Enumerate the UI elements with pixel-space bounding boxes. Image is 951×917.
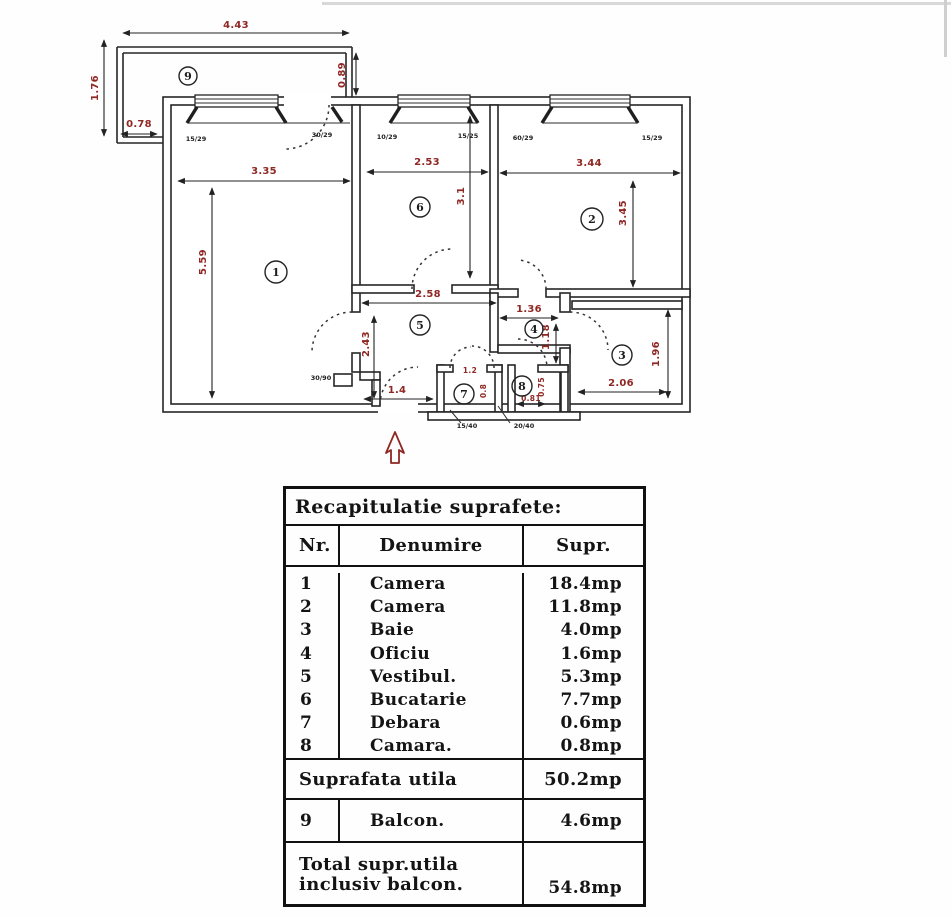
column-nr — [286, 573, 340, 758]
dim-room6-width: 2.53 — [414, 157, 440, 168]
row-supr: 0.6mp — [560, 713, 622, 734]
dim-room1-width: 3.35 — [251, 166, 277, 177]
row-supr: 5.3mp — [560, 666, 622, 687]
wall-mark: 15/40 — [456, 422, 478, 430]
table-header — [286, 526, 643, 567]
row-nr: 6 — [300, 689, 313, 710]
table-title: Recapitulatie suprafete: — [286, 489, 643, 526]
room-number-9: 9 — [184, 70, 192, 83]
total-value: 54.8mp — [548, 878, 622, 898]
row-supr: 18.4mp — [548, 574, 622, 594]
building-outer-walls — [163, 94, 690, 414]
subtotal-row — [286, 760, 643, 800]
row-supr: 0.8mp — [560, 736, 622, 757]
total-row — [286, 843, 643, 907]
total-label-line1: Total supr.utila — [299, 854, 459, 875]
room-number-8: 8 — [518, 380, 526, 393]
total-label — [286, 843, 524, 907]
total-label-line2: inclusiv balcon. — [299, 874, 464, 895]
dim-room8-width: 0.81 — [521, 394, 541, 403]
dim-room5-width: 2.58 — [415, 289, 441, 300]
balcony-nr: 9 — [286, 800, 340, 841]
header-nr: Nr. — [286, 526, 340, 565]
table-body — [286, 567, 643, 760]
dim-room4-height: 1.18 — [541, 324, 552, 350]
header-denumire: Denumire — [340, 526, 524, 565]
row-name: Baie — [370, 620, 415, 641]
row-nr: 1 — [300, 574, 313, 594]
row-name: Bucatarie — [370, 689, 467, 710]
room-number-7: 7 — [460, 388, 468, 401]
dim-room8-height: 0.75 — [537, 377, 546, 397]
room-number-5: 5 — [416, 319, 424, 332]
row-nr: 8 — [300, 736, 313, 757]
row-nr: 5 — [300, 666, 313, 687]
wall-mark: 15/25 — [457, 132, 479, 140]
room-number-2: 2 — [588, 213, 596, 226]
dim-room3-width: 2.06 — [608, 378, 634, 389]
dim-room4-width: 1.36 — [516, 304, 542, 315]
dim-room2-width: 3.44 — [576, 158, 602, 169]
row-supr: 11.8mp — [548, 597, 622, 618]
dim-room1-height: 5.59 — [198, 249, 209, 275]
dim-room2-height: 3.45 — [618, 200, 629, 226]
row-nr: 3 — [300, 620, 313, 641]
wall-mark: 60/29 — [512, 134, 534, 142]
balcony-name: Balcon. — [340, 800, 524, 841]
entrance-arrow-icon — [386, 432, 404, 463]
wall-mark: 15/29 — [185, 135, 207, 143]
row-supr: 7.7mp — [560, 689, 622, 710]
dim-room7-height: 0.8 — [479, 383, 488, 399]
room-number-3: 3 — [618, 349, 626, 362]
wall-mark: 10/29 — [376, 133, 398, 141]
dim-room5-height: 2.43 — [361, 331, 372, 357]
column-supr — [524, 573, 643, 758]
dim-balcony-door: 0.78 — [126, 119, 152, 130]
row-nr: 2 — [300, 597, 313, 618]
wall-mark: 30/29 — [311, 131, 333, 139]
room-number-1: 1 — [272, 266, 280, 279]
row-name: Debara — [370, 713, 441, 734]
row-name: Oficiu — [370, 643, 431, 664]
row-nr: 7 — [300, 713, 313, 734]
row-name: Camera — [370, 597, 446, 618]
wall-mark: 30/90 — [310, 374, 332, 382]
dim-room7-width: 1.2 — [462, 366, 478, 375]
row-supr: 1.6mp — [560, 643, 622, 664]
balcony-value: 4.6mp — [560, 810, 622, 831]
subtotal-value: 50.2mp — [544, 768, 622, 790]
row-name: Camara. — [370, 736, 453, 757]
dim-room6-height: 3.1 — [456, 186, 467, 206]
room-number-4: 4 — [530, 323, 538, 336]
row-name: Vestibul. — [370, 666, 457, 687]
area-table — [283, 486, 646, 907]
column-denumire — [340, 573, 524, 758]
row-nr: 4 — [300, 643, 313, 664]
wall-mark: 20/40 — [513, 422, 535, 430]
dim-balcony-height: 1.76 — [90, 75, 101, 101]
dim-balcony-width: 4.43 — [223, 20, 249, 31]
wall-mark: 15/29 — [641, 134, 663, 142]
subtotal-label: Suprafata utila — [286, 760, 524, 798]
room-number-6: 6 — [416, 201, 424, 214]
row-supr: 4.0mp — [560, 620, 622, 641]
dim-room3-height: 1.96 — [651, 341, 662, 367]
dim-balcony-side: 0.89 — [337, 62, 348, 88]
dim-hall-width: 1.4 — [387, 385, 407, 396]
header-supr: Supr. — [556, 535, 611, 556]
balcony-row — [286, 800, 643, 843]
row-name: Camera — [370, 574, 446, 594]
